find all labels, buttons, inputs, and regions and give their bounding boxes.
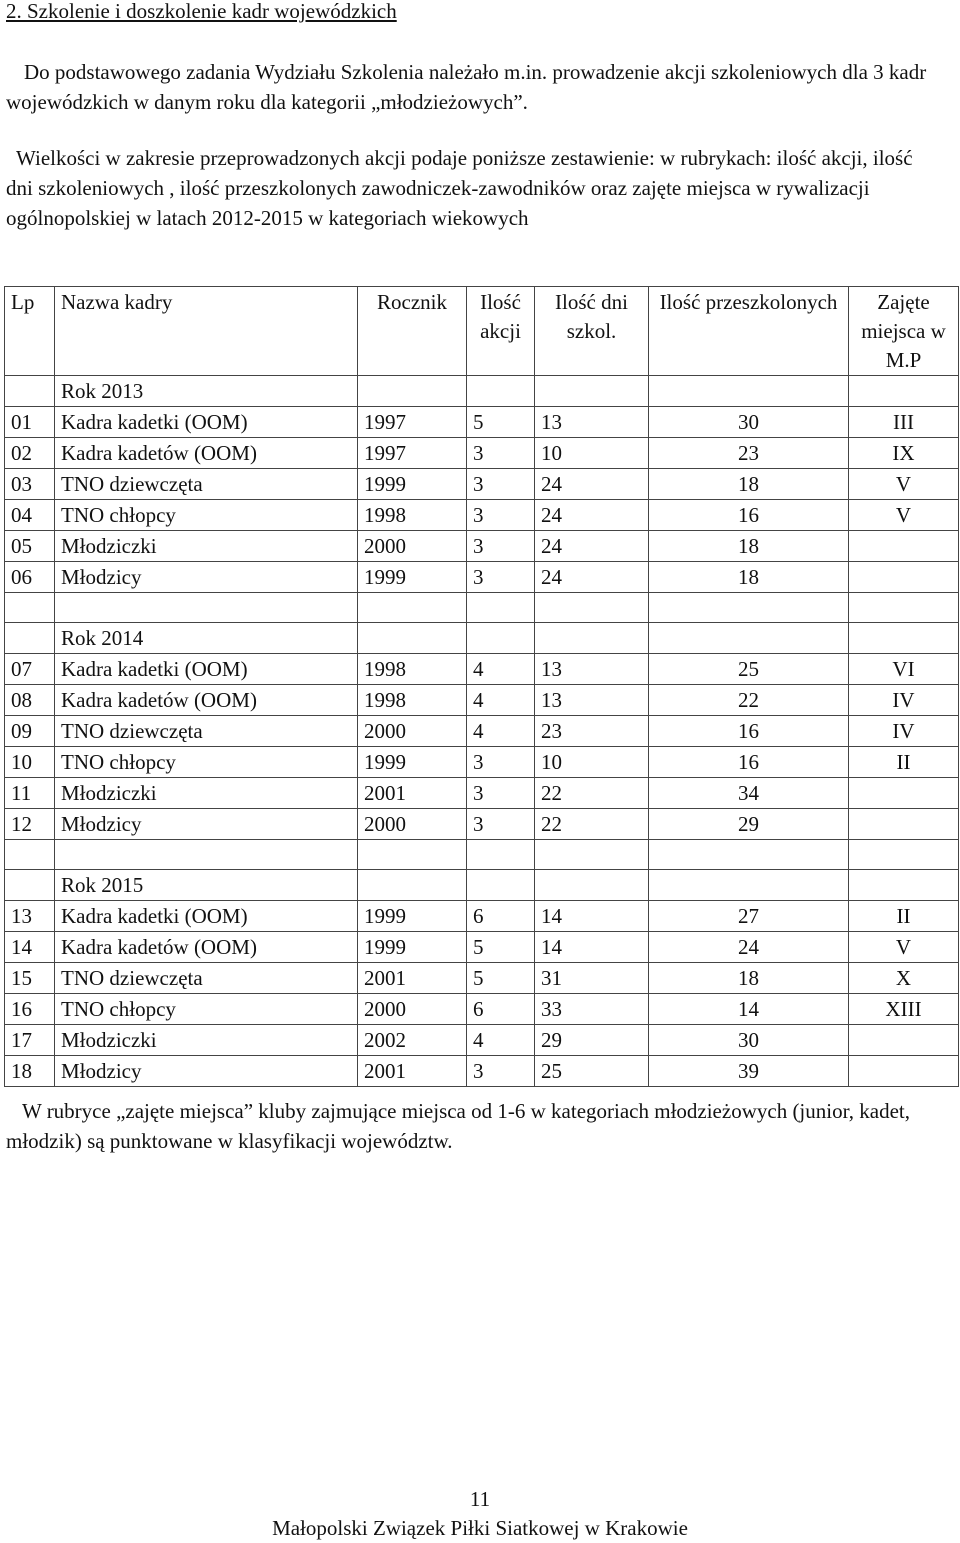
cell-lp: 10 (5, 747, 55, 778)
year-group-row (5, 623, 959, 654)
empty-cell (5, 623, 55, 654)
cell-trained: 29 (649, 809, 849, 840)
cell-trained: 30 (649, 1025, 849, 1056)
cell-place: V (849, 932, 959, 963)
cell-year: 2001 (358, 963, 467, 994)
empty-cell (649, 623, 849, 654)
cell-actions: 6 (467, 994, 535, 1025)
table-body (5, 376, 959, 1087)
cell-name: TNO chłopcy (55, 994, 358, 1025)
cell-trained: 16 (649, 747, 849, 778)
footer-organization: Małopolski Związek Piłki Siatkowej w Krakowie (272, 1516, 688, 1540)
cell-trained: 16 (649, 500, 849, 531)
cell-lp: 01 (5, 407, 55, 438)
cell-trained: 23 (649, 438, 849, 469)
cell-place: XIII (849, 994, 959, 1025)
cell-lp: 12 (5, 809, 55, 840)
cell-trained: 27 (649, 901, 849, 932)
empty-cell (467, 840, 535, 870)
cell-place (849, 1025, 959, 1056)
cell-year: 1999 (358, 469, 467, 500)
table-row (5, 1056, 959, 1087)
table-row (5, 438, 959, 469)
cell-year: 1999 (358, 562, 467, 593)
cell-year: 2000 (358, 809, 467, 840)
page-number: 11 (469, 1487, 491, 1511)
cell-actions: 4 (467, 654, 535, 685)
cell-trained: 22 (649, 685, 849, 716)
table-row (5, 994, 959, 1025)
empty-cell (5, 840, 55, 870)
cell-lp: 13 (5, 901, 55, 932)
cell-trained: 16 (649, 716, 849, 747)
note-paragraph: W rubryce „zajęte miejsca” kluby zajmujące miejsca od 1-6 w kategoriach młodzieżowych (junior, kadet, młodzik) są punktowane w klasyfikacji województw. (6, 1099, 910, 1153)
cell-name: Kadra kadetki (OOM) (55, 407, 358, 438)
training-results-table (4, 286, 959, 1087)
cell-place: V (849, 500, 959, 531)
empty-cell (649, 840, 849, 870)
empty-cell (849, 870, 959, 901)
table-row (5, 562, 959, 593)
empty-cell (358, 623, 467, 654)
table-row (5, 747, 959, 778)
cell-actions: 4 (467, 685, 535, 716)
cell-year: 2001 (358, 1056, 467, 1087)
cell-days: 24 (535, 469, 649, 500)
cell-trained: 24 (649, 932, 849, 963)
table-row (5, 685, 959, 716)
cell-days: 13 (535, 685, 649, 716)
cell-days: 24 (535, 562, 649, 593)
empty-cell (55, 593, 358, 623)
empty-cell (535, 376, 649, 407)
empty-cell (358, 840, 467, 870)
cell-place: II (849, 747, 959, 778)
cell-lp: 11 (5, 778, 55, 809)
year-group-title: Rok 2014 (55, 623, 358, 654)
cell-lp: 17 (5, 1025, 55, 1056)
cell-trained: 39 (649, 1056, 849, 1087)
empty-cell (467, 376, 535, 407)
table-row (5, 963, 959, 994)
cell-year: 1998 (358, 685, 467, 716)
cell-actions: 3 (467, 778, 535, 809)
cell-actions: 3 (467, 438, 535, 469)
empty-cell (467, 623, 535, 654)
cell-place: IV (849, 685, 959, 716)
cell-trained: 18 (649, 531, 849, 562)
cell-trained: 34 (649, 778, 849, 809)
cell-days: 33 (535, 994, 649, 1025)
cell-place: VI (849, 654, 959, 685)
cell-trained: 18 (649, 469, 849, 500)
empty-cell (467, 870, 535, 901)
cell-name: Kadra kadetki (OOM) (55, 654, 358, 685)
table-row (5, 778, 959, 809)
cell-year: 2002 (358, 1025, 467, 1056)
cell-name: TNO dziewczęta (55, 469, 358, 500)
cell-year: 1997 (358, 407, 467, 438)
header-days: Ilość dni szkol. (535, 287, 649, 376)
cell-actions: 3 (467, 531, 535, 562)
cell-days: 23 (535, 716, 649, 747)
cell-lp: 18 (5, 1056, 55, 1087)
cell-lp: 15 (5, 963, 55, 994)
year-group-title: Rok 2015 (55, 870, 358, 901)
empty-cell (849, 593, 959, 623)
cell-trained: 18 (649, 963, 849, 994)
summary-description-paragraph: Wielkości w zakresie przeprowadzonych akcji podaje poniższe zestawienie: w rubrykach: ilość akcji, ilość dni szkoleniowych , ilość przeszkolonych zawodniczek-zawodników oraz zajęte miejsca w rywalizacji ogólnopolskiej w latach 2012-2015 w kategoriach wiekowych (6, 146, 913, 230)
cell-actions: 3 (467, 747, 535, 778)
cell-days: 13 (535, 407, 649, 438)
empty-cell (535, 593, 649, 623)
cell-days: 14 (535, 901, 649, 932)
cell-place: IX (849, 438, 959, 469)
spacer-row (5, 593, 959, 623)
cell-year: 1999 (358, 747, 467, 778)
cell-trained: 18 (649, 562, 849, 593)
cell-place (849, 809, 959, 840)
header-trained: Ilość przeszkolonych (649, 287, 849, 376)
cell-actions: 6 (467, 901, 535, 932)
empty-cell (5, 593, 55, 623)
table-row (5, 469, 959, 500)
cell-actions: 3 (467, 562, 535, 593)
header-lp: Lp (5, 287, 55, 376)
empty-cell (649, 870, 849, 901)
cell-year: 1999 (358, 932, 467, 963)
cell-year: 1998 (358, 500, 467, 531)
cell-name: TNO dziewczęta (55, 716, 358, 747)
cell-name: TNO chłopcy (55, 747, 358, 778)
cell-year: 2000 (358, 531, 467, 562)
cell-trained: 30 (649, 407, 849, 438)
cell-year: 1998 (358, 654, 467, 685)
cell-actions: 3 (467, 500, 535, 531)
cell-name: TNO chłopcy (55, 500, 358, 531)
cell-days: 29 (535, 1025, 649, 1056)
header-year: Rocznik (358, 287, 467, 376)
header-actions: Ilość akcji (467, 287, 535, 376)
cell-lp: 14 (5, 932, 55, 963)
year-group-title: Rok 2013 (55, 376, 358, 407)
header-place: Zajęte miejsca w M.P (849, 287, 959, 376)
cell-days: 22 (535, 778, 649, 809)
cell-actions: 5 (467, 963, 535, 994)
spacer-row (5, 840, 959, 870)
cell-actions: 3 (467, 809, 535, 840)
cell-name: Kadra kadetów (OOM) (55, 685, 358, 716)
cell-lp: 09 (5, 716, 55, 747)
cell-actions: 4 (467, 1025, 535, 1056)
cell-lp: 08 (5, 685, 55, 716)
cell-name: Kadra kadetki (OOM) (55, 901, 358, 932)
cell-name: Młodziczki (55, 1025, 358, 1056)
cell-lp: 05 (5, 531, 55, 562)
empty-cell (849, 623, 959, 654)
cell-lp: 16 (5, 994, 55, 1025)
table-row (5, 901, 959, 932)
cell-name: Młodzicy (55, 1056, 358, 1087)
year-group-row (5, 376, 959, 407)
cell-name: Młodzicy (55, 809, 358, 840)
cell-actions: 5 (467, 407, 535, 438)
cell-name: Kadra kadetów (OOM) (55, 932, 358, 963)
intro-paragraph: Do podstawowego zadania Wydziału Szkolenia należało m.in. prowadzenie akcji szkoleniowych dla 3 kadr wojewódzkich w danym roku dla kategorii „młodzieżowych”. (6, 60, 927, 114)
cell-days: 24 (535, 531, 649, 562)
table-row (5, 716, 959, 747)
cell-lp: 07 (5, 654, 55, 685)
cell-days: 31 (535, 963, 649, 994)
empty-cell (849, 840, 959, 870)
table-row (5, 500, 959, 531)
table-row (5, 407, 959, 438)
cell-actions: 3 (467, 469, 535, 500)
cell-actions: 4 (467, 716, 535, 747)
cell-name: Młodzicy (55, 562, 358, 593)
cell-lp: 04 (5, 500, 55, 531)
cell-lp: 02 (5, 438, 55, 469)
empty-cell (535, 870, 649, 901)
table-row (5, 809, 959, 840)
cell-days: 14 (535, 932, 649, 963)
cell-days: 22 (535, 809, 649, 840)
cell-year: 2001 (358, 778, 467, 809)
year-group-row (5, 870, 959, 901)
cell-days: 13 (535, 654, 649, 685)
cell-name: Młodziczki (55, 531, 358, 562)
cell-place: III (849, 407, 959, 438)
cell-actions: 5 (467, 932, 535, 963)
empty-cell (649, 376, 849, 407)
cell-place: X (849, 963, 959, 994)
empty-cell (535, 840, 649, 870)
cell-name: Kadra kadetów (OOM) (55, 438, 358, 469)
cell-place (849, 778, 959, 809)
empty-cell (467, 593, 535, 623)
cell-year: 1997 (358, 438, 467, 469)
cell-trained: 14 (649, 994, 849, 1025)
cell-days: 10 (535, 747, 649, 778)
table-row (5, 531, 959, 562)
cell-place (849, 1056, 959, 1087)
cell-place: II (849, 901, 959, 932)
cell-days: 10 (535, 438, 649, 469)
cell-lp: 06 (5, 562, 55, 593)
empty-cell (5, 870, 55, 901)
cell-days: 25 (535, 1056, 649, 1087)
section-heading: 2. Szkolenie i doszkolenie kadr wojewódzkich (6, 0, 397, 23)
cell-year: 2000 (358, 716, 467, 747)
table-row (5, 932, 959, 963)
empty-cell (649, 593, 849, 623)
empty-cell (55, 840, 358, 870)
cell-trained: 25 (649, 654, 849, 685)
header-name: Nazwa kadry (55, 287, 358, 376)
empty-cell (535, 623, 649, 654)
cell-year: 1999 (358, 901, 467, 932)
cell-place: V (849, 469, 959, 500)
empty-cell (358, 593, 467, 623)
empty-cell (5, 376, 55, 407)
empty-cell (358, 376, 467, 407)
cell-days: 24 (535, 500, 649, 531)
cell-name: TNO dziewczęta (55, 963, 358, 994)
empty-cell (849, 376, 959, 407)
cell-place: IV (849, 716, 959, 747)
cell-actions: 3 (467, 1056, 535, 1087)
cell-year: 2000 (358, 994, 467, 1025)
cell-place (849, 531, 959, 562)
table-header-row (5, 287, 959, 376)
empty-cell (358, 870, 467, 901)
cell-name: Młodziczki (55, 778, 358, 809)
table-row (5, 1025, 959, 1056)
cell-lp: 03 (5, 469, 55, 500)
table-row (5, 654, 959, 685)
cell-place (849, 562, 959, 593)
